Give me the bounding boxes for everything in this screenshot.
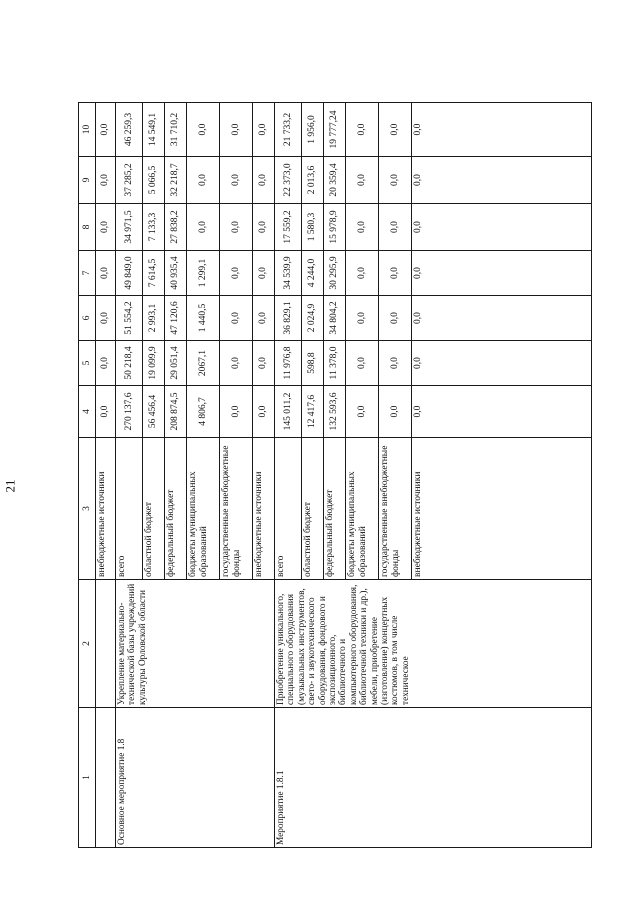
source-cell: бюджеты муниципальных образований <box>187 438 220 580</box>
source-cell: внебюджетные источники <box>96 438 116 580</box>
value-cell: 0,0 <box>220 103 253 157</box>
value-cell: 2067,1 <box>187 341 220 386</box>
value-cell: 0,0 <box>346 204 379 251</box>
value-cell: 0,0 <box>412 386 592 438</box>
code-cell <box>96 708 116 848</box>
value-cell: 34 539,9 <box>275 251 302 296</box>
event-code-cell: Мероприятие 1.8.1 <box>275 708 592 848</box>
value-cell: 1 956,0 <box>302 103 324 157</box>
value-cell: 19 099,9 <box>143 341 165 386</box>
table-row <box>275 103 302 848</box>
source-cell: бюджеты муниципальных образований <box>346 438 379 580</box>
value-cell: 0,0 <box>346 386 379 438</box>
value-cell: 0,0 <box>412 296 592 341</box>
value-cell: 11 378,0 <box>324 341 346 386</box>
value-cell: 0,0 <box>96 251 116 296</box>
value-cell: 32 218,7 <box>165 157 187 204</box>
value-cell: 31 710,2 <box>165 103 187 157</box>
value-cell: 0,0 <box>379 204 412 251</box>
value-cell: 0,0 <box>220 204 253 251</box>
col-header-9: 9 <box>79 157 96 204</box>
value-cell: 0,0 <box>96 157 116 204</box>
value-cell: 0,0 <box>187 204 220 251</box>
value-cell: 0,0 <box>379 296 412 341</box>
value-cell: 0,0 <box>346 103 379 157</box>
source-cell: федеральный бюджет <box>324 438 346 580</box>
value-cell: 0,0 <box>96 296 116 341</box>
value-cell: 7 614,5 <box>143 251 165 296</box>
value-cell: 14 549,1 <box>143 103 165 157</box>
value-cell: 22 373,0 <box>275 157 302 204</box>
value-cell: 30 295,9 <box>324 251 346 296</box>
value-cell: 0,0 <box>412 251 592 296</box>
value-cell: 0,0 <box>379 251 412 296</box>
col-header-7: 7 <box>79 251 96 296</box>
value-cell: 1 440,5 <box>187 296 220 341</box>
value-cell: 40 935,4 <box>165 251 187 296</box>
value-cell: 0,0 <box>96 386 116 438</box>
value-cell: 50 218,4 <box>116 341 143 386</box>
value-cell: 0,0 <box>220 386 253 438</box>
value-cell: 2 024,9 <box>302 296 324 341</box>
value-cell: 0,0 <box>253 296 275 341</box>
value-cell: 29 051,4 <box>165 341 187 386</box>
value-cell: 0,0 <box>346 341 379 386</box>
budget-table <box>78 102 592 848</box>
value-cell: 208 874,5 <box>165 386 187 438</box>
value-cell: 2 013,6 <box>302 157 324 204</box>
table-row <box>96 103 116 848</box>
value-cell: 0,0 <box>220 157 253 204</box>
col-header-6: 6 <box>79 296 96 341</box>
value-cell: 0,0 <box>96 103 116 157</box>
value-cell: 1 299,1 <box>187 251 220 296</box>
col-header-4: 4 <box>79 386 96 438</box>
value-cell: 47 120,6 <box>165 296 187 341</box>
value-cell: 145 011,2 <box>275 386 302 438</box>
value-cell: 0,0 <box>187 157 220 204</box>
value-cell: 12 417,6 <box>302 386 324 438</box>
value-cell: 0,0 <box>96 204 116 251</box>
rotated-table-frame <box>78 103 592 848</box>
value-cell: 0,0 <box>253 341 275 386</box>
value-cell: 0,0 <box>379 157 412 204</box>
value-cell: 0,0 <box>346 157 379 204</box>
value-cell: 0,0 <box>220 251 253 296</box>
value-cell: 0,0 <box>412 103 592 157</box>
source-cell: всего <box>116 438 143 580</box>
col-header-3: 3 <box>79 438 96 580</box>
source-cell: внебюджетные источники <box>412 438 592 580</box>
value-cell: 4 244,0 <box>302 251 324 296</box>
value-cell: 19 777,24 <box>324 103 346 157</box>
value-cell: 51 554,2 <box>116 296 143 341</box>
value-cell: 0,0 <box>412 157 592 204</box>
source-cell: областной бюджет <box>302 438 324 580</box>
value-cell: 1 580,3 <box>302 204 324 251</box>
value-cell: 49 849,0 <box>116 251 143 296</box>
value-cell: 0,0 <box>253 251 275 296</box>
col-header-2: 2 <box>79 580 96 708</box>
value-cell: 0,0 <box>220 341 253 386</box>
source-cell: областной бюджет <box>143 438 165 580</box>
table-row <box>116 103 143 848</box>
value-cell: 0,0 <box>379 341 412 386</box>
event-name-cell: Приобретение уникального, специального оборудования (музыкальных инструментов, свето- и звукотехнического оборудования, фондового и экспозиционного, библиотечного и компьютерного оборудования, библиотечной техники и др.), мебели, приобретение (изготовление) концертных костюмов, в том числе техническое <box>275 580 592 708</box>
value-cell: 0,0 <box>253 386 275 438</box>
value-cell: 0,0 <box>379 386 412 438</box>
source-cell: государственные внебюджетные фонды <box>379 438 412 580</box>
value-cell: 21 733,2 <box>275 103 302 157</box>
value-cell: 0,0 <box>220 296 253 341</box>
value-cell: 37 285,2 <box>116 157 143 204</box>
page-number: 21 <box>2 479 18 493</box>
value-cell: 56 456,4 <box>143 386 165 438</box>
source-cell: всего <box>275 438 302 580</box>
value-cell: 2 993,1 <box>143 296 165 341</box>
value-cell: 7 133,3 <box>143 204 165 251</box>
value-cell: 270 137,6 <box>116 386 143 438</box>
value-cell: 0,0 <box>253 157 275 204</box>
value-cell: 0,0 <box>96 341 116 386</box>
source-cell: государственные внебюджетные фонды <box>220 438 253 580</box>
event-code-cell: Основное мероприятие 1.8 <box>116 708 275 848</box>
value-cell: 0,0 <box>346 251 379 296</box>
value-cell: 36 829,1 <box>275 296 302 341</box>
value-cell: 132 593,6 <box>324 386 346 438</box>
value-cell: 598,8 <box>302 341 324 386</box>
value-cell: 0,0 <box>346 296 379 341</box>
value-cell: 4 806,7 <box>187 386 220 438</box>
value-cell: 15 978,9 <box>324 204 346 251</box>
value-cell: 0,0 <box>253 103 275 157</box>
value-cell: 0,0 <box>412 341 592 386</box>
value-cell: 0,0 <box>379 103 412 157</box>
value-cell: 11 976,8 <box>275 341 302 386</box>
event-name-cell: Укрепление материально-технической базы учреждений культуры Орловской области <box>116 580 275 708</box>
source-cell: федеральный бюджет <box>165 438 187 580</box>
value-cell: 0,0 <box>253 204 275 251</box>
value-cell: 34 804,2 <box>324 296 346 341</box>
col-header-1: 1 <box>79 708 96 848</box>
value-cell: 0,0 <box>412 204 592 251</box>
col-header-5: 5 <box>79 341 96 386</box>
value-cell: 5 066,5 <box>143 157 165 204</box>
value-cell: 27 838,2 <box>165 204 187 251</box>
col-header-8: 8 <box>79 204 96 251</box>
value-cell: 46 259,3 <box>116 103 143 157</box>
value-cell: 17 559,2 <box>275 204 302 251</box>
header-row <box>79 103 96 848</box>
value-cell: 20 359,4 <box>324 157 346 204</box>
name-cell <box>96 580 116 708</box>
value-cell: 0,0 <box>187 103 220 157</box>
source-cell: внебюджетные источники <box>253 438 275 580</box>
value-cell: 34 971,5 <box>116 204 143 251</box>
col-header-10: 10 <box>79 103 96 157</box>
